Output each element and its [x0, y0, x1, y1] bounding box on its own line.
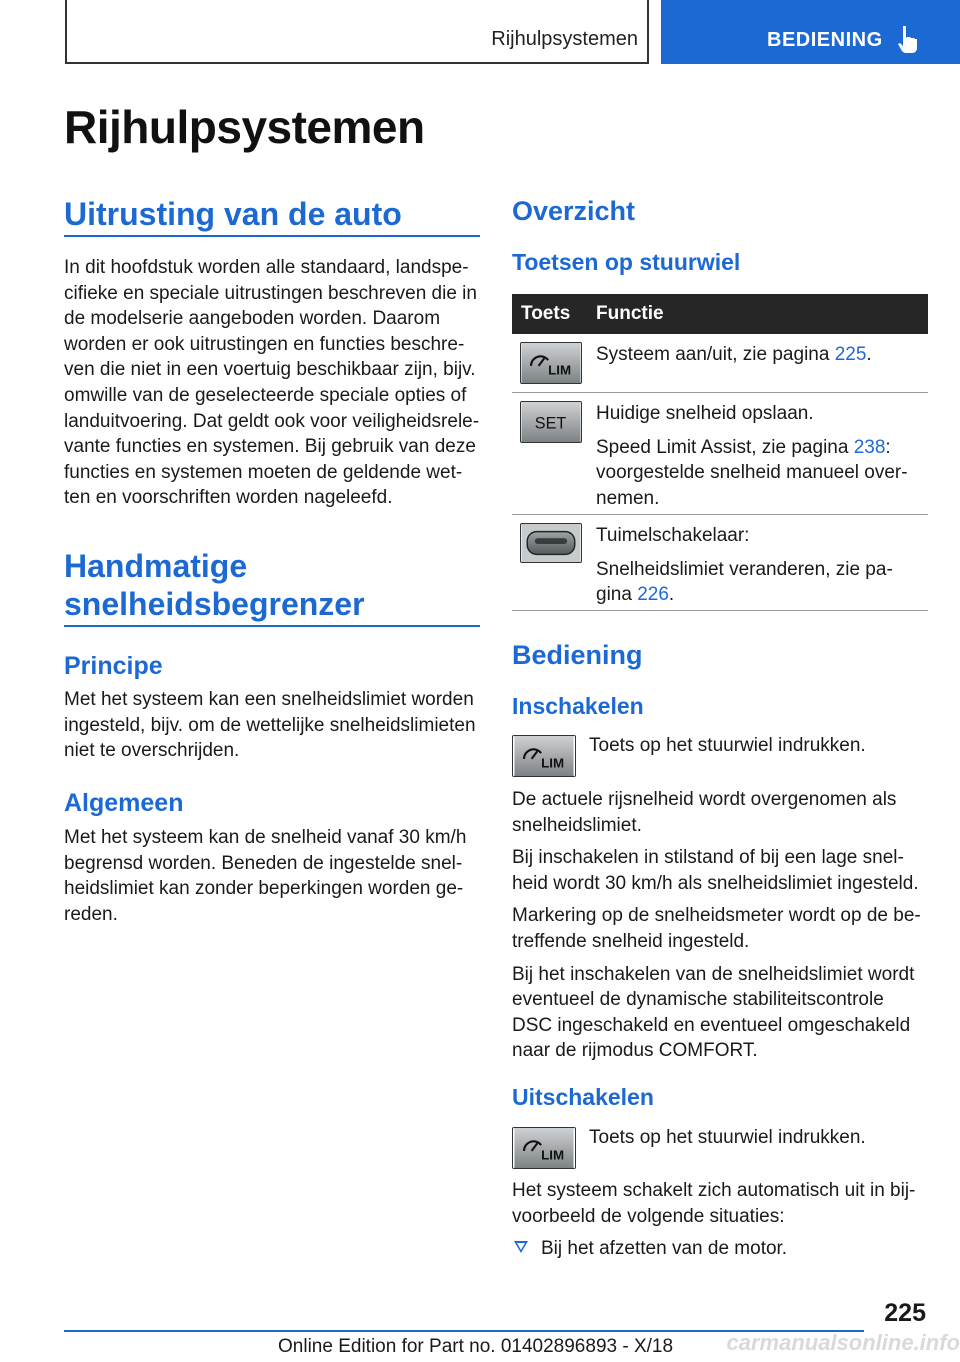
table-row	[512, 334, 928, 393]
page-link[interactable]: 226	[637, 584, 669, 606]
header-section-title: Rijhulpsystemen	[491, 28, 638, 50]
buttons-table	[512, 294, 928, 611]
principle-heading: Principe	[64, 652, 163, 680]
table-cell-function: Systeem aan/uit, zie pagina 225.	[596, 344, 872, 365]
pointing-hand-icon	[897, 24, 921, 54]
table-header-key: Toets	[521, 303, 571, 324]
limiter-heading-line1: Handmatige	[64, 548, 248, 584]
table-header	[512, 294, 928, 334]
limiter-heading-line2: snelheidsbegrenzer	[64, 586, 365, 622]
lim-button-icon	[512, 1127, 576, 1169]
limiter-rule	[64, 625, 480, 627]
operation-heading: Bediening	[512, 640, 643, 670]
lim-button-icon	[512, 735, 576, 777]
switch-off-key-text: Toets op het stuurwiel indrukken.	[589, 1127, 866, 1148]
header-chapter-label: BEDIENING	[767, 29, 883, 51]
principle-text: Met het systeem kan een snelheidslimiet worden ingesteld, bijv. om de wettelijke snelheidslimieten niet te overschrijden.	[64, 689, 476, 762]
page-link[interactable]: 225	[834, 344, 867, 365]
switch-on-heading: Inschakelen	[512, 693, 644, 719]
set-button-icon	[520, 401, 582, 443]
table-cell-function: Tuimelschakelaar: Snelheidslimiet veranderen, zie pa-gina 226.	[596, 525, 893, 606]
equipment-rule	[64, 235, 480, 237]
switch-off-text: Het systeem schakelt zich automatisch uit in bij-voorbeeld de volgende situaties:	[512, 1180, 916, 1227]
svg-text:LIM: LIM	[548, 362, 572, 378]
switch-on-key-text: Toets op het stuurwiel indrukken.	[589, 735, 866, 756]
general-heading: Algemeen	[64, 789, 184, 817]
table-row	[512, 515, 928, 611]
buttons-heading: Toetsen op stuurwiel	[512, 249, 741, 275]
svg-text:LIM: LIM	[541, 755, 565, 771]
table-row	[512, 393, 928, 515]
svg-text:LIM: LIM	[541, 1147, 565, 1163]
table-cell-function: Huidige snelheid opslaan. Speed Limit Assist, zie pagina 238: voorgestelde snelheid manueel over-nemen.	[596, 403, 908, 509]
rocker-switch-icon	[520, 523, 582, 563]
page-title: Rijhulpsystemen	[64, 101, 425, 153]
general-text: Met het systeem kan de snelheid vanaf 30 km/h begrensd worden. Beneden de ingestelde snel-heidslimiet kan zonder beperkingen worden ge-reden.	[64, 827, 467, 925]
switch-off-heading: Uitschakelen	[512, 1084, 654, 1110]
lim-button-icon	[520, 342, 582, 384]
overview-heading: Overzicht	[512, 196, 636, 226]
watermark: carmanualsonline.info	[726, 1330, 960, 1355]
footer-edition: Online Edition for Part no. 01402896893 - X/18	[278, 1336, 674, 1357]
triangle-bullet-icon	[514, 1241, 528, 1253]
page-link[interactable]: 238	[853, 436, 886, 458]
header-chapter-tab[interactable]	[661, 0, 960, 64]
page-number: 225	[884, 1299, 926, 1327]
equipment-heading: Uitrusting van de auto	[64, 196, 402, 232]
switch-on-text: De actuele rijsnelheid wordt overgenomen als snelheidslimiet. Bij inschakelen in stilstand of bij een lage snel-heid wordt 30 km/h als snelheidslimiet ingesteld. Markering op de snelheidsmeter wordt op de be-treffende snelheid ingesteld. Bij het inschakelen van de snelheidslimiet wordt eventueel de dynamische stabiliteitscontrole DSC ingeschakeld en eventueel omgeschakeld naar de rijmodus COMFORT.	[512, 789, 921, 1062]
svg-text:SET: SET	[534, 414, 567, 433]
table-header-function: Functie	[596, 303, 664, 324]
equipment-text: In dit hoofdstuk worden alle standaard, landspe-cifieke en speciale uitrustingen beschreven die in de modelserie aangeboden worden. Daarom worden er ook uitrustingen en functies beschre-ven die niet in een voertuig beschikbaar zijn, bijv. omwille van de geselecteerde speciale opties of landuitvoering. Dat geldt ook voor veiligheidsrele-vante functies en systemen. Bij gebruik van deze functies en systemen moeten de geldende wet-ten en voorschriften worden nageleefd.	[64, 257, 480, 509]
